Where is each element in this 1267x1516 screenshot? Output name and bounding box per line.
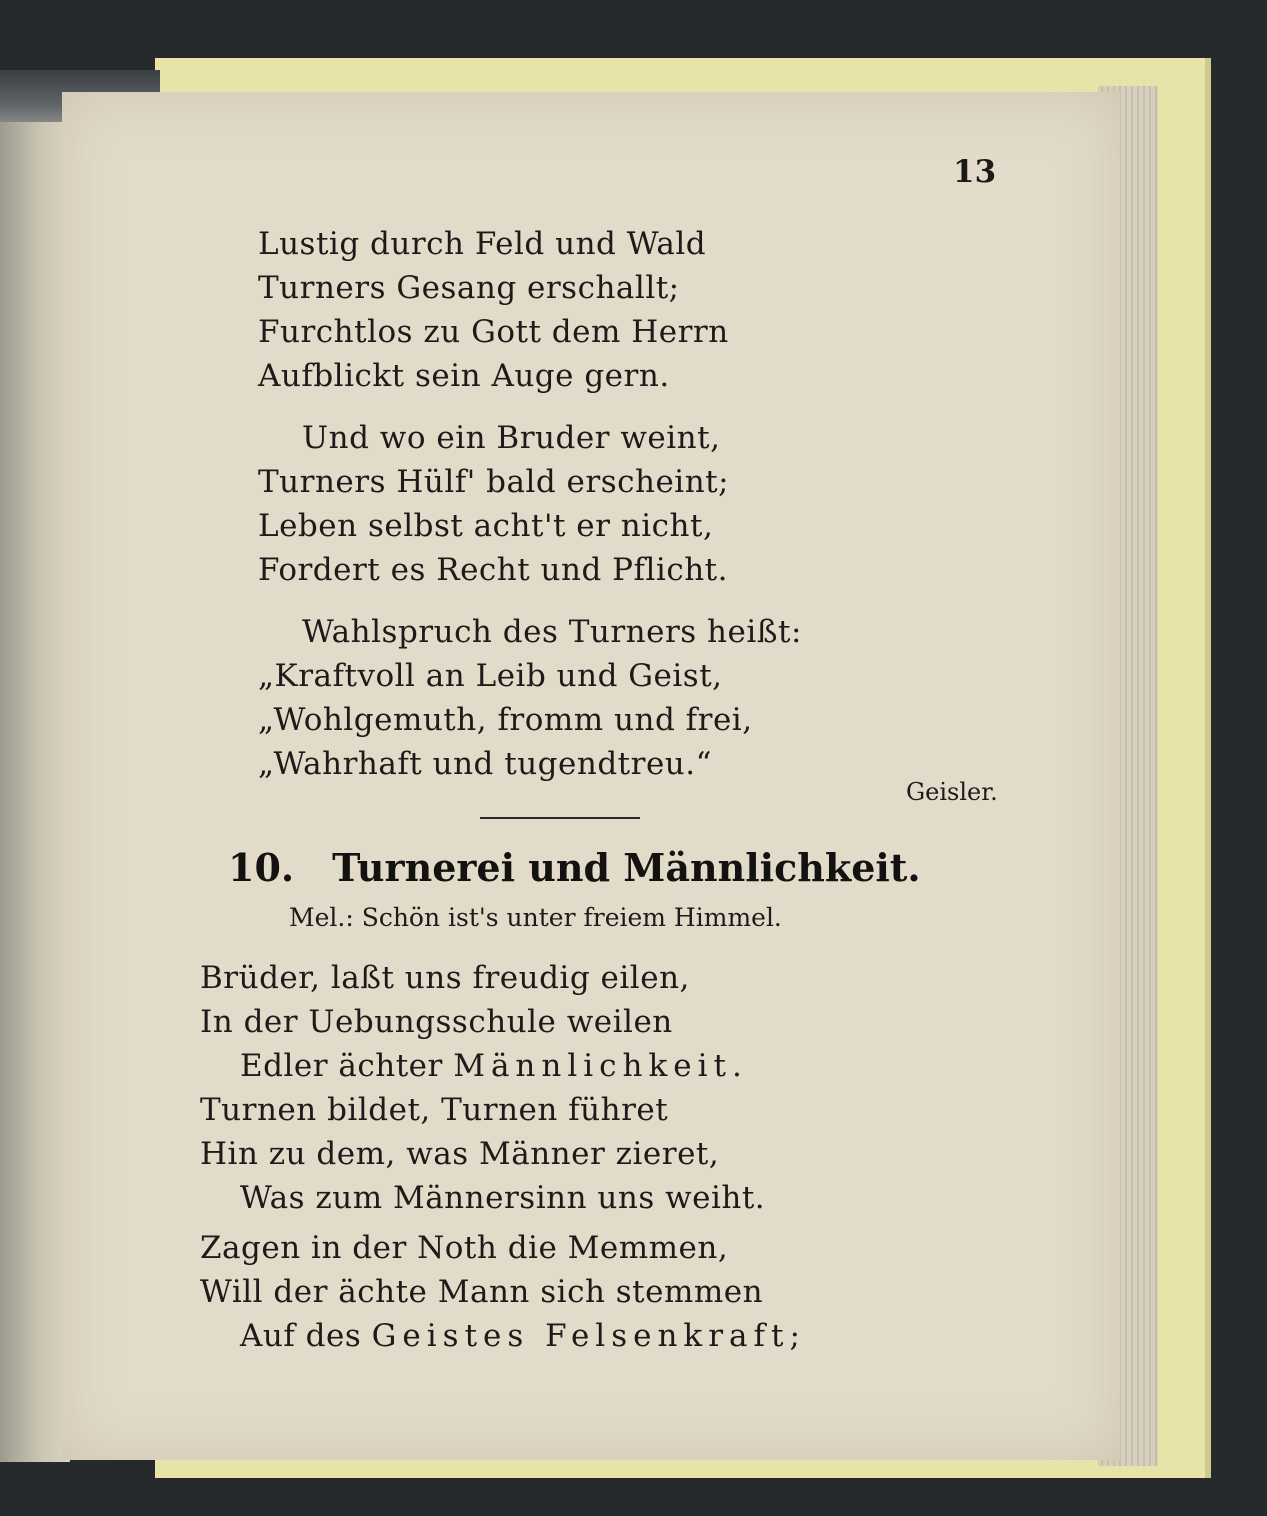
verse-line: [200, 1314, 806, 1358]
poem-number: 10.: [228, 845, 295, 890]
melody-note: Mel.: Schön ist's unter freiem Himmel.: [289, 903, 782, 932]
verse-line: Was zum Männersinn uns weiht.: [240, 1180, 766, 1216]
verse-line: „Kraftvoll an Leib und Geist,: [258, 658, 723, 694]
verse-line: Turnen bildet, Turnen führet: [200, 1092, 669, 1128]
verse-line: Will der ächte Mann sich stemmen: [200, 1274, 764, 1310]
verse-line: Aufblickt sein Auge gern.: [258, 358, 670, 394]
verse-line: [200, 1044, 765, 1088]
emphasized-text: Geistes Felsenkraft;: [371, 1318, 806, 1354]
verse-line: Zagen in der Noth die Memmen,: [200, 1230, 729, 1266]
page-number: 13: [953, 154, 997, 190]
poem-9-stanza-3: [258, 610, 802, 786]
verse-line: In der Uebungsschule weilen: [200, 1004, 673, 1040]
verse-line: Furchtlos zu Gott dem Herrn: [258, 314, 729, 350]
verse-line: Turners Hülf' bald erscheint;: [258, 464, 730, 500]
verse-text: Edler ächter: [240, 1048, 454, 1084]
verse-line: Brüder, laßt uns freudig eilen,: [200, 960, 690, 996]
poem-9-stanza-1: [258, 222, 729, 398]
author-attribution: Geisler.: [906, 778, 998, 806]
verse-line: Leben selbst acht't er nicht,: [258, 508, 714, 544]
left-page-edge: [0, 122, 70, 1462]
poem-title-text: Turnerei und Männlichkeit.: [332, 845, 921, 890]
poem-10-stanza-1: [200, 956, 765, 1220]
verse-line: Lustig durch Feld und Wald: [258, 226, 707, 262]
verse-line: Wahlspruch des Turners heißt:: [302, 614, 802, 650]
verse-line: Und wo ein Bruder weint,: [302, 420, 721, 456]
verse-line: „Wahrhaft und tugendtreu.“: [258, 746, 712, 782]
verse-line: Turners Gesang erschallt;: [258, 270, 680, 306]
emphasized-text: Männlichkeit.: [453, 1048, 748, 1084]
section-divider: [480, 817, 640, 819]
verse-text: Auf des: [240, 1318, 372, 1354]
poem-title: [228, 845, 921, 890]
verse-line: „Wohlgemuth, fromm und frei,: [258, 702, 753, 738]
verse-line: Fordert es Recht und Pflicht.: [258, 552, 728, 588]
verse-line: Hin zu dem, was Männer zieret,: [200, 1136, 720, 1172]
poem-10-stanza-2: [200, 1226, 806, 1358]
poem-9-stanza-2: [258, 416, 729, 592]
